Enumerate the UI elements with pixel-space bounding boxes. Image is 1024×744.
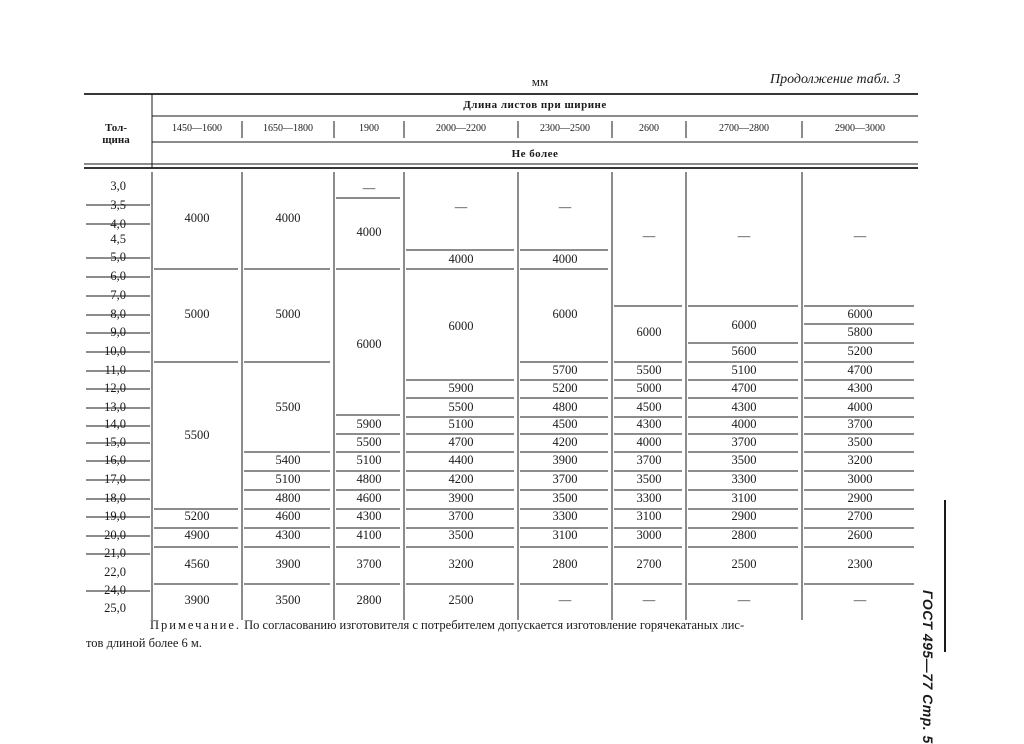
table-cell: 3200 [448, 557, 474, 571]
table-cell: 5900 [448, 381, 474, 395]
table-cell: 5500 [184, 428, 210, 442]
table-cell: 4000 [448, 252, 474, 266]
table-cell: 4800 [552, 400, 578, 414]
table-cell: 5500 [356, 435, 382, 449]
table-cell: — [737, 229, 751, 243]
table-cell: — [853, 593, 867, 607]
table-cell: 4100 [356, 528, 382, 542]
table-cell: — [454, 200, 468, 214]
table-cell: 4800 [356, 472, 382, 486]
table-cell: 3700 [731, 435, 757, 449]
table-cell: 5000 [275, 307, 301, 321]
table-cell: 4300 [275, 528, 301, 542]
table-cell: 4700 [731, 381, 757, 395]
thickness-value: 24,0 [104, 583, 126, 597]
table-cell: 3900 [448, 491, 474, 505]
thickness-value: 8,0 [110, 307, 126, 321]
table-cell: 5400 [275, 453, 301, 467]
table-cell: 3500 [552, 491, 578, 505]
table-cell: 4000 [275, 211, 301, 225]
thickness-value: 21,0 [104, 546, 126, 560]
table-cell: 6000 [356, 337, 382, 351]
table-cell: 3700 [356, 557, 382, 571]
table-cell: — [853, 229, 867, 243]
table-cell: 5200 [552, 381, 578, 395]
table-cell: 4700 [448, 435, 474, 449]
table-cell: 4560 [184, 557, 210, 571]
table-cell: 5500 [448, 400, 474, 414]
table-cell: 6000 [636, 325, 662, 339]
table-cell: 2700 [636, 557, 662, 571]
thickness-value: 10,0 [104, 344, 126, 358]
table-cell: 3200 [847, 453, 873, 467]
table-cell: 2800 [356, 593, 382, 607]
table-cell: 5600 [731, 344, 757, 358]
table-cell: 4000 [731, 417, 757, 431]
side-label: ГОСТ 495—77 Стр. 5 [920, 590, 936, 744]
side-rule [944, 500, 946, 652]
thickness-value: 4,0 [110, 217, 126, 231]
not-more-header: Не более [511, 148, 559, 160]
thickness-value: 6,0 [110, 269, 126, 283]
table-cell: 6000 [552, 307, 578, 321]
table-cell: 3900 [275, 557, 301, 571]
table-cell: — [558, 593, 572, 607]
table-cell: — [737, 593, 751, 607]
table-cell: 5700 [552, 363, 578, 377]
table-cell: 4200 [552, 435, 578, 449]
table-cell: 4500 [636, 400, 662, 414]
table-cell: 3900 [552, 453, 578, 467]
width-header: 1450—1600 [172, 123, 222, 134]
table-cell: 3100 [552, 528, 578, 542]
table-cell: 3700 [552, 472, 578, 486]
thickness-value: 13,0 [104, 400, 126, 414]
thickness-value: 5,0 [110, 250, 126, 264]
width-header: 2900—3000 [835, 123, 885, 134]
table-cell: 6000 [847, 307, 873, 321]
table-cell: 4800 [275, 491, 301, 505]
table-cell: 3100 [731, 491, 757, 505]
table-cell: 5200 [847, 344, 873, 358]
table-cell: 2700 [847, 509, 873, 523]
table-cell: 2800 [552, 557, 578, 571]
thickness-value: 19,0 [104, 509, 126, 523]
table-cell: 6000 [731, 318, 757, 332]
thickness-value: 11,0 [104, 363, 126, 377]
table-cell: 4400 [448, 453, 474, 467]
thickness-value: 20,0 [104, 528, 126, 542]
table-cell: 2500 [448, 593, 474, 607]
table-cell: 4500 [552, 417, 578, 431]
table-cell: 4200 [448, 472, 474, 486]
table-cell: — [642, 593, 656, 607]
table-cell: 3100 [636, 509, 662, 523]
table-cell: 2300 [847, 557, 873, 571]
table-cell: 3000 [847, 472, 873, 486]
length-header: Длина листов при ширине [463, 99, 607, 111]
table-cell: 5100 [448, 417, 474, 431]
thickness-value: 18,0 [104, 491, 126, 505]
table-cell: 4900 [184, 528, 210, 542]
table-cell: 3500 [731, 453, 757, 467]
table-cell: 5100 [356, 453, 382, 467]
table-cell: 4700 [847, 363, 873, 377]
thickness-value: 12,0 [104, 381, 126, 395]
table-cell: 4600 [356, 491, 382, 505]
note-line-1 [150, 618, 744, 633]
table-cell: 3300 [552, 509, 578, 523]
table-cell: 5000 [184, 307, 210, 321]
thickness-value: 17,0 [104, 472, 126, 486]
table-cell: 3300 [636, 491, 662, 505]
note-line-2: тов длиной более 6 м. [86, 636, 202, 650]
note-prefix: Примечание. [150, 618, 242, 632]
thickness-header-line1: Тол- [104, 122, 128, 134]
width-header: 1650—1800 [263, 123, 313, 134]
table-cell: 3300 [731, 472, 757, 486]
table-cell: 3700 [448, 509, 474, 523]
table-cell: 2900 [847, 491, 873, 505]
table-cell: — [558, 200, 572, 214]
table-cell: 3500 [448, 528, 474, 542]
table-cell: 3900 [184, 593, 210, 607]
table-cell: 5500 [275, 400, 301, 414]
table-cell: — [362, 181, 376, 195]
thickness-value: 15,0 [104, 435, 126, 449]
table-cell: 3500 [275, 593, 301, 607]
table-cell: 4300 [731, 400, 757, 414]
table-cell: 4300 [636, 417, 662, 431]
width-header: 2600 [639, 123, 659, 134]
table-cell: 5800 [847, 325, 873, 339]
thickness-value: 22,0 [104, 565, 126, 579]
table-cell: 3700 [636, 453, 662, 467]
thickness-header [86, 122, 146, 146]
table-cell: 5200 [184, 509, 210, 523]
width-header: 2000—2200 [436, 123, 486, 134]
table-cell: 5900 [356, 417, 382, 431]
table-cell: 4000 [184, 211, 210, 225]
thickness-value: 14,0 [104, 417, 126, 431]
table-cell: 5000 [636, 381, 662, 395]
table-cell: 4300 [847, 381, 873, 395]
table-cell: 2600 [847, 528, 873, 542]
table-cell: 2800 [731, 528, 757, 542]
width-header: 2700—2800 [719, 123, 769, 134]
continuation-label: Продолжение табл. 3 [770, 72, 901, 87]
table-cell: 2900 [731, 509, 757, 523]
thickness-value: 3,0 [110, 179, 126, 193]
table-cell: 4000 [847, 400, 873, 414]
table-cell: 5500 [636, 363, 662, 377]
table-cell: — [642, 229, 656, 243]
table-cell: 4000 [356, 225, 382, 239]
thickness-header-line2: щина [102, 134, 130, 146]
table-cell: 4000 [636, 435, 662, 449]
note-text: По согласованию изготовителя с потребителем допускается изготовление горячекатаных лис- [244, 618, 745, 632]
table-cell: 5100 [731, 363, 757, 377]
table-cell: 4300 [356, 509, 382, 523]
table-cell: 3500 [847, 435, 873, 449]
table-cell: 4000 [552, 252, 578, 266]
table-cell: 2500 [731, 557, 757, 571]
thickness-value: 4,5 [110, 232, 126, 246]
table-cell: 3000 [636, 528, 662, 542]
unit-label: мм [531, 74, 549, 89]
width-header: 2300—2500 [540, 123, 590, 134]
thickness-value: 9,0 [110, 325, 126, 339]
width-header: 1900 [359, 123, 379, 134]
thickness-value: 16,0 [104, 453, 126, 467]
table-cell: 4600 [275, 509, 301, 523]
thickness-value: 7,0 [110, 288, 126, 302]
thickness-value: 3,5 [110, 198, 126, 212]
table-cell: 5100 [275, 472, 301, 486]
table-cell: 6000 [448, 319, 474, 333]
table-cell: 3700 [847, 417, 873, 431]
table-cell: 3500 [636, 472, 662, 486]
thickness-value: 25,0 [104, 601, 126, 615]
